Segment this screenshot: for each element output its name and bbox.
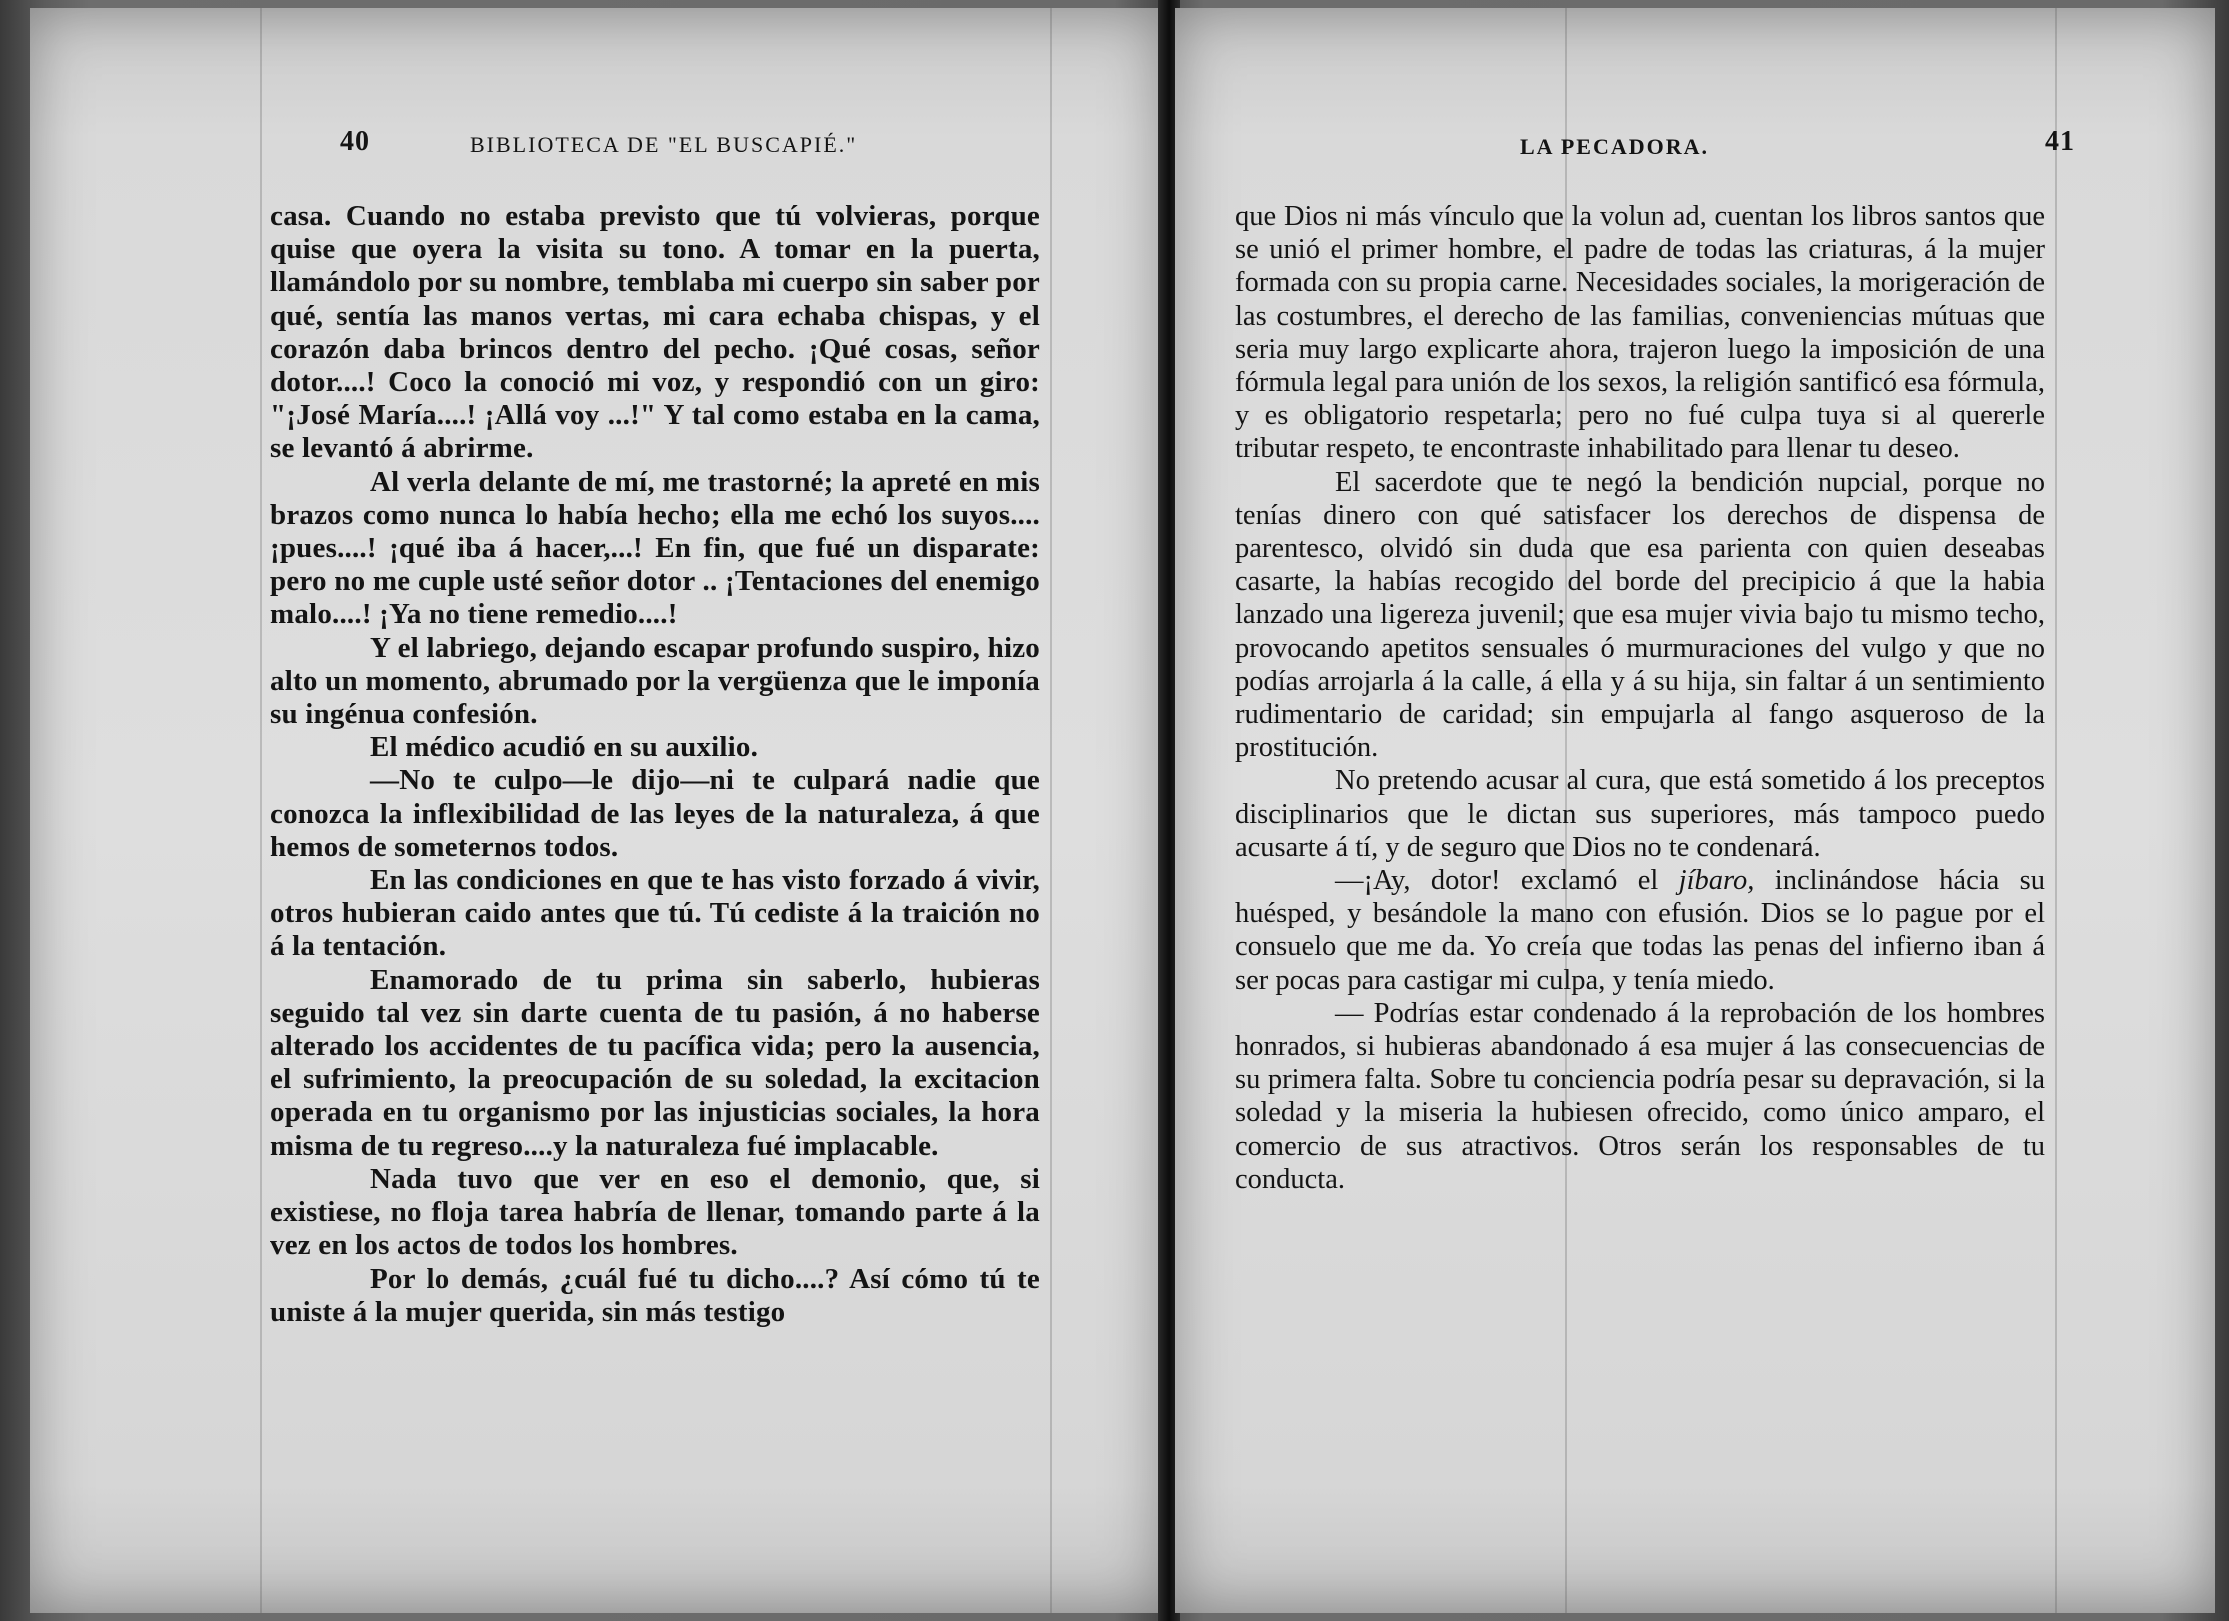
dialogue-text: inclinándose hácia su huésped, y besándole la mano con efusión. Dios se lo pague por el consuelo que me da. Yo creía que todas las penas del infierno iban á ser pocas para castigar mi culpa, y tenía miedo.: [1235, 865, 2045, 996]
page-ruling-line: [260, 8, 262, 1613]
paragraph: El médico acudió en su auxilio.: [370, 731, 759, 764]
paragraph: —No te culpo—le dijo—ni te culpará nadie que conozca la inflexibilidad de las leyes de la naturaleza, á que hemos de someternos todos.: [270, 764, 1040, 863]
page-number: 41: [2045, 126, 2075, 157]
paragraph: Al verla delante de mí, me trastorné; la apreté en mis brazos como nunca lo había hecho; ella me echó los suyos.... ¡pues....! ¡qué iba á hacer,...! En fin, que fué un disparate: pero no me cuple usté señor dotor .. ¡Tentaciones del enemigo malo....! ¡Ya no tiene remedio....!: [270, 465, 1040, 631]
paragraph: Enamorado de tu prima sin saberlo, hubieras seguido tal vez sin darte cuenta de tu pasión, á no haberse alterado los accidentes de tu pacífica vida; pero la ausencia, el sufrimiento, la preocupación de su soledad, la excitacion operada en tu organismo por las injusticias sociales, la hora misma de tu regreso....y la naturaleza fué implacable.: [270, 963, 1040, 1162]
italic-term: jíbaro,: [1678, 865, 1755, 897]
paragraph: — Podrías estar condenado á la reprobación de los hombres honrados, si hubieras abandonado á esa mujer á las consecuencias de su primera falta. Sobre tu conciencia podría pesar su depravación, si la soledad y la miseria la hubiesen ofrecido, como único amparo, el comercio de sus atractivos. Otros serán los responsables de tu conducta.: [1235, 997, 2045, 1195]
paragraph: En las condiciones en que te has visto forzado á vivir, otros hubieran caido antes que tú. Tú cediste á la traición no á la tentación.: [270, 864, 1040, 963]
right-page: [1175, 8, 2215, 1613]
running-head-title: LA PECADORA.: [1520, 134, 1710, 159]
page-ruling-line: [1050, 8, 1052, 1613]
dialogue-text: —¡Ay, dotor! exclamó el: [1335, 865, 1679, 897]
paragraph: Y el labriego, dejando escapar profundo suspiro, hizo alto un momento, abrumado por la vergüenza que le imponía su ingénua confesión.: [270, 631, 1040, 731]
running-head: [1175, 126, 2215, 166]
running-head-title: BIBLIOTECA DE "EL BUSCAPIÉ.": [470, 132, 858, 157]
body-text: [1235, 200, 2045, 1196]
paragraph: No pretendo acusar al cura, que está sometido á los preceptos disciplinarios que le dictan sus superiores, más tampoco puedo acusarte á tí, y de seguro que Dios no te condenará.: [1235, 765, 2045, 863]
body-text: [270, 200, 1040, 1329]
running-head: [30, 126, 1162, 166]
page-number: 40: [340, 126, 370, 157]
left-page: [30, 8, 1162, 1613]
paragraph: [1235, 864, 2045, 997]
paragraph: casa. Cuando no estaba previsto que tú volvieras, porque quise que oyera la visita su tono. A tomar en la puerta, llamándolo por su nombre, temblaba mi cuerpo sin saber por qué, sentía las manos vertas, mi cara echaba chispas, y el corazón daba brincos dentro del pecho. ¡Qué cosas, señor dotor....! Coco la conoció mi voz, y respondió con un giro: "¡José María....! ¡Allá voy ...!" Y tal como estaba en la cama, se levantó á abrirme.: [270, 200, 1040, 465]
paragraph: El sacerdote que te negó la bendición nupcial, porque no tenías dinero con qué satisfacer los derechos de dispensa de parentesco, olvidó sin duda que esa parienta con quien deseabas casarte, la habías recogido del borde del precipicio á que la habia lanzado una ligereza juvenil; que esa mujer vivia bajo tu mismo techo, provocando apetitos sensuales ó murmuraciones del vulgo y que no podías arrojarla á la calle, á ella y á su hija, sin faltar á un sentimiento rudimentario de caridad; sin empujarla al fango asqueroso de la prostitución.: [1235, 466, 2045, 764]
page-ruling-line: [2055, 8, 2057, 1613]
paragraph: que Dios ni más vínculo que la volun ad, cuentan los libros santos que se unió el primer hombre, el padre de todas las criaturas, á la mujer formada con su propia carne. Necesidades sociales, la morigeración de las costumbres, el derecho de las familias, conveniencias mútuas que seria muy largo explicarte ahora, trajeron luego la imposición de una fórmula legal para unión de los sexos, la religión santificó esa fórmula, y es obligatorio respetarla; pero no fué culpa tuya si al quererle tributar respeto, te encontraste inhabilitado para llenar tu deseo.: [1235, 201, 2045, 465]
paragraph: Por lo demás, ¿cuál fué tu dicho....? Así cómo tú te uniste á la mujer querida, sin más testigo: [270, 1262, 1040, 1328]
paragraph: Nada tuvo que ver en eso el demonio, que, si existiese, no floja tarea habría de llenar, tomando parte á la vez en los actos de todos los hombres.: [270, 1162, 1040, 1262]
